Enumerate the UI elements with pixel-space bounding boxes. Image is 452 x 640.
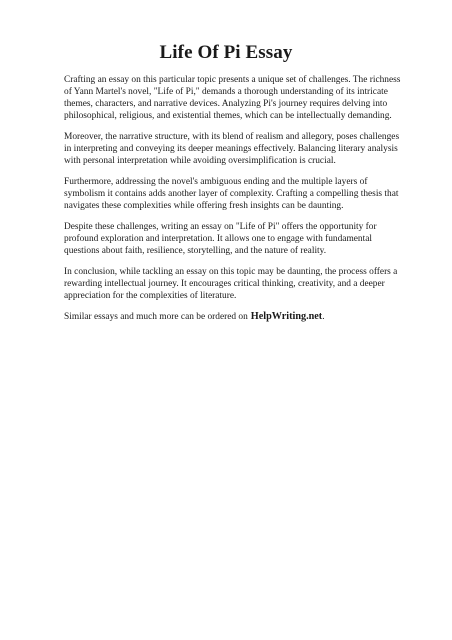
essay-body (64, 74, 404, 332)
page-title: Life Of Pi Essay (159, 42, 293, 63)
paragraph-3: Furthermore, addressing the novel's ambiguous ending and the multiple layers of symbolism it contains adds another layer of complexity. Crafting a compelling thesis that navigates these complexities while offering fresh insights can be daunting. (64, 177, 399, 211)
paragraph-1: Crafting an essay on this particular topic presents a unique set of challenges. The richness of Yann Martel's novel, "Life of Pi," demands a thorough understanding of its intricate themes, characters, and narrative devices. Analyzing Pi's journey requires delving into philosophical, religious, and existential themes, which can be intellectually demanding. (64, 75, 401, 121)
closing-punct: . (322, 312, 325, 322)
paragraph-5: In conclusion, while tackling an essay on this topic may be daunting, the process offers a rewarding intellectual journey. It encourages critical thinking, creativity, and a deeper appreciation for the complexities of literature. (64, 267, 398, 301)
paragraph-4: Despite these challenges, writing an essay on "Life of Pi" offers the opportunity for profound exploration and interpretation. It allows one to engage with fundamental questions about faith, resilience, storytelling, and the nature of reality. (64, 222, 377, 256)
paragraph-2: Moreover, the narrative structure, with its blend of realism and allegory, poses challenges in interpreting and conveying its deeper meanings effectively. Balancing literary analysis with personal interpretation while avoiding oversimplification is crucial. (64, 132, 400, 166)
closing-paragraph (64, 311, 404, 323)
closing-text: Similar essays and much more can be ordered on (64, 312, 248, 322)
helpwriting-link[interactable]: HelpWriting.net (250, 311, 323, 322)
